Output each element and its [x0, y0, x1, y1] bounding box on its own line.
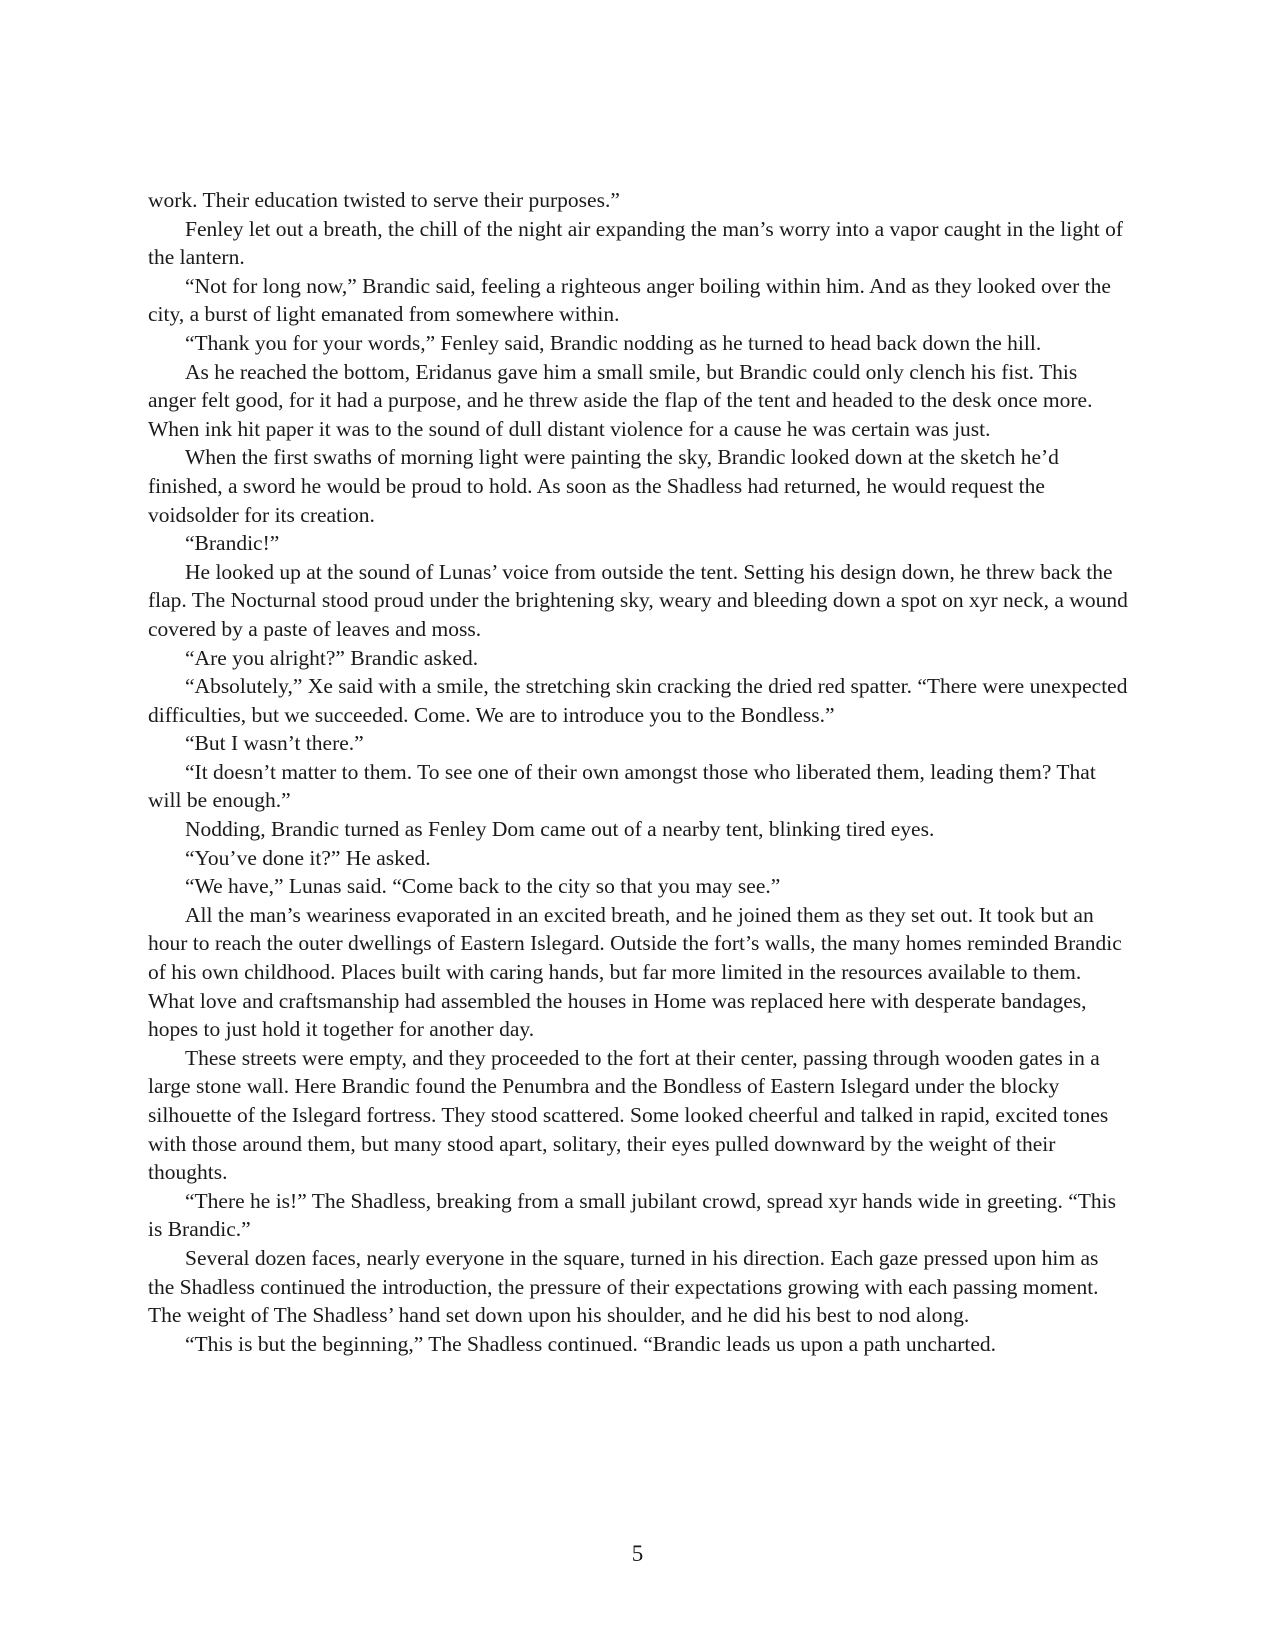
paragraph: When the first swaths of morning light were painting the sky, Brandic looked down at the sketch he’d finished, a sword he would be proud to hold. As soon as the Shadless had returned, he would request the voidsolder for its creation.	[148, 445, 1059, 527]
paragraph: “Brandic!”	[185, 531, 280, 556]
paragraph: He looked up at the sound of Lunas’ voice from outside the tent. Setting his design down, he threw back the flap. The Nocturnal stood proud under the brightening sky, weary and bleeding down a spot on xyr neck, a wound covered by a paste of leaves and moss.	[148, 559, 1128, 641]
paragraph: “It doesn’t matter to them. To see one of their own amongst those who liberated them, leading them? That will be enough.”	[148, 759, 1096, 813]
paragraph: Nodding, Brandic turned as Fenley Dom came out of a nearby tent, blinking tired eyes.	[185, 817, 935, 842]
paragraph: “Are you alright?” Brandic asked.	[185, 645, 479, 670]
paragraph: work. Their education twisted to serve their purposes.”	[148, 188, 620, 212]
body-text	[148, 186, 1128, 1358]
paragraph: “There he is!” The Shadless, breaking from a small jubilant crowd, spread xyr hands wide in greeting. “This is Brandic.”	[148, 1188, 1116, 1242]
paragraph: These streets were empty, and they proceeded to the fort at their center, passing through wooden gates in a large stone wall. Here Brandic found the Penumbra and the Bondless of Eastern Islegard under the blocky silhouette of the Islegard fortress. They stood scattered. Some looked cheerful and talked in rapid, excited tones with those around them, but many stood apart, solitary, their eyes pulled downward by the weight of their thoughts.	[148, 1045, 1109, 1185]
paragraph: Fenley let out a breath, the chill of the night air expanding the man’s worry into a vapor caught in the light of the lantern.	[148, 216, 1123, 270]
page-number: 5	[631, 1541, 644, 1566]
paragraph: “We have,” Lunas said. “Come back to the city so that you may see.”	[185, 874, 781, 899]
paragraph: “This is but the beginning,” The Shadless continued. “Brandic leads us upon a path uncharted.	[185, 1331, 997, 1356]
paragraph: “Thank you for your words,” Fenley said, Brandic nodding as he turned to head back down the hill.	[185, 330, 1042, 355]
paragraph: “Absolutely,” Xe said with a smile, the stretching skin cracking the dried red spatter. “There were unexpected difficulties, but we succeeded. Come. We are to introduce you to the Bondless.”	[148, 674, 1128, 727]
paragraph: “But I wasn’t there.”	[185, 731, 364, 756]
paragraph: All the man’s weariness evaporated in an excited breath, and he joined them as they set out. It took but an hour to reach the outer dwellings of Eastern Islegard. Outside the fort’s walls, the many homes reminded Brandic of his own childhood. Places built with caring hands, but far more limited in the resources available to them. What love and craftsmanship had assembled the houses in Home was replaced here with desperate bandages, hopes to just hold it together for another day.	[148, 902, 1122, 1042]
paragraph: Several dozen faces, nearly everyone in the square, turned in his direction. Each gaze pressed upon him as the Shadless continued the introduction, the pressure of their expectations growing with each passing moment. The weight of The Shadless’ hand set down upon his shoulder, and he did his best to nod along.	[148, 1245, 1099, 1328]
paragraph: “You’ve done it?” He asked.	[185, 845, 431, 870]
paragraph: As he reached the bottom, Eridanus gave him a small smile, but Brandic could only clench his fist. This anger felt good, for it had a purpose, and he threw aside the flap of the tent and headed to the desk once more. When ink hit paper it was to the sound of dull distant violence for a cause he was certain was just.	[148, 359, 1093, 441]
paragraph: “Not for long now,” Brandic said, feeling a righteous anger boiling within him. And as they looked over the city, a burst of light emanated from somewhere within.	[148, 273, 1111, 327]
